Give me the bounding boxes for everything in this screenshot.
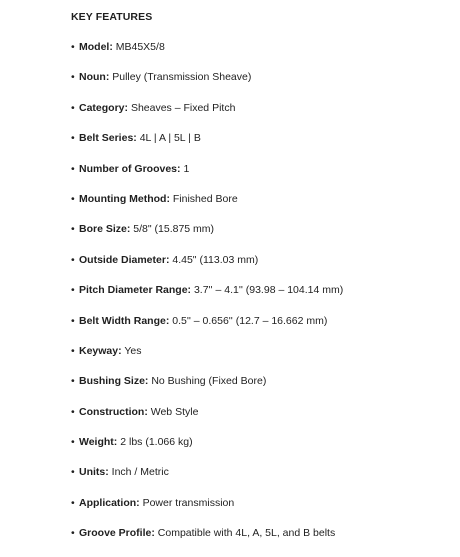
feature-value: 3.7'' – 4.1'' (93.98 – 104.14 mm): [193, 284, 344, 297]
bullet: •: [71, 405, 75, 418]
bullet: •: [71, 375, 75, 388]
feature-label: Construction:: [79, 405, 148, 418]
feature-item-number-of-grooves: [71, 162, 343, 192]
bullet: •: [71, 253, 75, 266]
feature-item-model: [71, 40, 343, 70]
feature-label: Number of Grooves:: [79, 162, 181, 175]
feature-value: MB45X5/8: [115, 41, 165, 53]
feature-label: Units:: [79, 466, 109, 479]
feature-item-category: [71, 101, 343, 131]
bullet: •: [71, 436, 75, 449]
feature-value: 4.45" (113.03 mm): [172, 253, 259, 266]
feature-value: Pulley (Transmission Sheave): [112, 71, 252, 84]
bullet: •: [71, 496, 75, 509]
feature-label: Belt Series:: [79, 132, 137, 145]
feature-value: Sheaves – Fixed Pitch: [130, 101, 236, 114]
bullet: •: [71, 101, 75, 114]
feature-label: Groove Profile:: [79, 527, 155, 540]
feature-value: Inch / Metric: [111, 466, 169, 479]
feature-item-bore-size: [71, 222, 343, 252]
feature-item-application: [71, 496, 343, 526]
feature-label: Application:: [79, 496, 140, 509]
feature-label: Category:: [79, 101, 129, 114]
feature-item-units: [71, 465, 343, 495]
feature-value: 4L | A | 5L | B: [139, 132, 201, 145]
feature-value: 5/8" (15.875 mm): [133, 223, 215, 236]
bullet: •: [71, 71, 75, 84]
feature-list: [71, 40, 343, 557]
feature-item-belt-series: [71, 131, 343, 161]
bullet: •: [71, 41, 75, 53]
feature-item-outside-diameter: [71, 253, 343, 283]
bullet: •: [71, 192, 75, 205]
feature-label: Bore Size:: [79, 223, 131, 236]
feature-value: 2 lbs (1.066 kg): [120, 436, 193, 449]
feature-label: Bushing Size:: [79, 375, 149, 388]
feature-item-pitch-diameter-range: [71, 283, 343, 313]
feature-value: Compatible with 4L, A, 5L, and B belts: [157, 527, 336, 540]
feature-label: Outside Diameter:: [79, 253, 170, 266]
feature-item-mounting-method: [71, 192, 343, 222]
bullet: •: [71, 162, 75, 175]
feature-item-weight: [71, 435, 343, 465]
feature-item-keyway: [71, 344, 343, 374]
feature-label: Belt Width Range:: [79, 314, 170, 327]
bullet: •: [71, 284, 75, 297]
feature-label: Mounting Method:: [79, 192, 170, 205]
bullet: •: [71, 527, 75, 540]
feature-value: 0.5'' – 0.656'' (12.7 – 16.662 mm): [172, 314, 328, 327]
bullet: •: [71, 344, 75, 357]
feature-value: Power transmission: [142, 496, 235, 509]
feature-item-groove-profile: [71, 526, 343, 556]
feature-label: Noun:: [79, 71, 110, 84]
feature-label: Pitch Diameter Range:: [79, 284, 192, 297]
feature-value: 1: [183, 162, 190, 175]
section-title: KEY FEATURES: [71, 11, 153, 23]
feature-value: Finished Bore: [172, 192, 238, 205]
feature-value: No Bushing (Fixed Bore): [151, 375, 267, 388]
feature-label: Model:: [79, 41, 113, 53]
feature-item-construction: [71, 405, 343, 435]
feature-value: Yes: [124, 344, 142, 357]
feature-item-bushing-size: [71, 374, 343, 404]
feature-label: Weight:: [79, 436, 118, 449]
feature-label: Keyway:: [79, 344, 122, 357]
feature-value: Web Style: [150, 405, 199, 418]
bullet: •: [71, 314, 75, 327]
bullet: •: [71, 466, 75, 479]
bullet: •: [71, 132, 75, 145]
feature-item-belt-width-range: [71, 314, 343, 344]
bullet: •: [71, 223, 75, 236]
feature-item-noun: [71, 70, 343, 100]
